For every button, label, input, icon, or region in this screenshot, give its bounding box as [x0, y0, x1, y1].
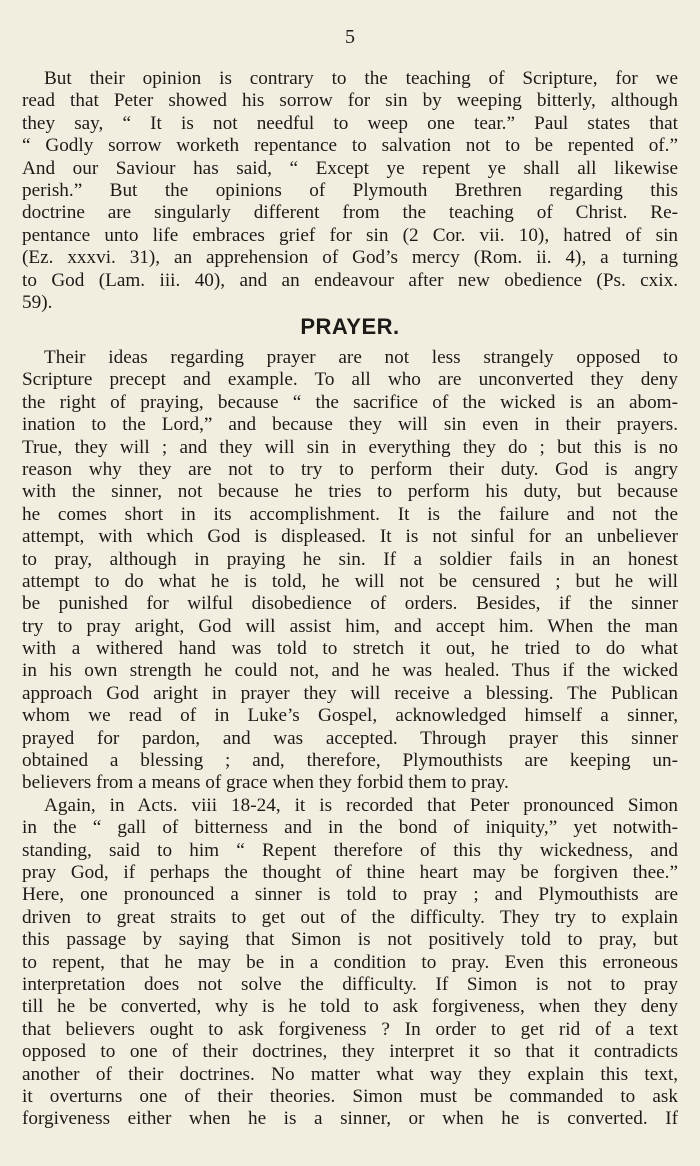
text-line: in his own strength he could not, and he was healed. Thus if the wicked: [22, 660, 678, 682]
text-line: “ Godly sorrow worketh repentance to salvation not to be repented of.”: [22, 135, 678, 157]
text-line: with the sinner, not because he tries to perform his duty, but because: [22, 481, 678, 503]
intro-paragraph: [22, 68, 678, 314]
text-line: to pray, although in praying he sin. If a soldier fails in an honest: [22, 548, 678, 570]
text-line: the right of praying, because “ the sacrifice of the wicked is an abom-: [22, 391, 678, 413]
text-line: pray God, if perhaps the thought of thine heart may be forgiven thee.”: [22, 861, 678, 883]
text-line: approach God aright in prayer they will receive a blessing. The Publican: [22, 682, 678, 704]
text-line: they say, “ It is not needful to weep one tear.” Paul states that: [22, 112, 678, 134]
text-line: it overturns one of their theories. Simon must be commanded to ask: [22, 1085, 678, 1107]
prayer-paragraph-2: [22, 795, 678, 1131]
text-line: (Ez. xxxvi. 31), an apprehension of God’s mercy (Rom. ii. 4), a turning: [22, 247, 678, 269]
text-line: that believers ought to ask forgiveness ? In order to get rid of a text: [22, 1018, 678, 1040]
text-line: be punished for wilful disobedience of orders. Besides, if the sinner: [22, 593, 678, 615]
text-line: And our Saviour has said, “ Except ye repent ye shall all likewise: [22, 157, 678, 179]
text-line: Scripture precept and example. To all who are unconverted they deny: [22, 369, 678, 391]
text-line: opposed to one of their doctrines, they interpret it so that it contradicts: [22, 1041, 678, 1063]
section-heading: PRAYER.: [300, 314, 400, 339]
text-line: Here, one pronounced a sinner is told to pray ; and Plymouthists are: [22, 884, 678, 906]
text-line: try to pray aright, God will assist him, and accept him. When the man: [22, 615, 678, 637]
text-line: True, they will ; and they will sin in everything they do ; but this is no: [22, 436, 678, 458]
text-line: interpretation does not solve the difficulty. If Simon is not to pray: [22, 973, 678, 995]
text-line: whom we read of in Luke’s Gospel, acknowledged himself a sinner,: [22, 705, 678, 727]
prayer-paragraph-1: [22, 347, 678, 795]
text-line: perish.” But the opinions of Plymouth Brethren regarding this: [22, 179, 678, 201]
text-line: to repent, that he may be in a condition to pray. Even this erroneous: [22, 951, 678, 973]
text-line: he comes short in its accomplishment. It is the failure and not the: [22, 503, 678, 525]
text-line: in the “ gall of bitterness and in the bond of iniquity,” yet notwith-: [22, 817, 678, 839]
text-line: reason why they are not to try to perform their duty. God is angry: [22, 458, 678, 480]
text-line: ination to the Lord,” and because they will sin even in their prayers.: [22, 414, 678, 436]
text-line: pentance unto life embraces grief for sin (2 Cor. vii. 10), hatred of sin: [22, 224, 678, 246]
text-line: attempt to do what he is told, he will not be censured ; but he will: [22, 570, 678, 592]
text-line: another of their doctrines. No matter what way they explain this text,: [22, 1063, 678, 1085]
page-number: 5: [345, 26, 355, 48]
text-line: believers from a means of grace when they forbid them to pray.: [22, 772, 509, 794]
text-line: Their ideas regarding prayer are not less strangely opposed to: [44, 347, 678, 368]
text-line: obtained a blessing ; and, therefore, Plymouthists are keeping un-: [22, 750, 678, 772]
text-line: standing, said to him “ Repent therefore of this thy wickedness, and: [22, 839, 678, 861]
text-line: till he be converted, why is he told to ask forgiveness, when they deny: [22, 996, 678, 1018]
text-line: prayed for pardon, and was accepted. Through prayer this sinner: [22, 727, 678, 749]
text-line: to God (Lam. iii. 40), and an endeavour after new obedience (Ps. cxix.: [22, 269, 678, 291]
text-line: this passage by saying that Simon is not positively told to pray, but: [22, 929, 678, 951]
text-line: attempt, with which God is displeased. It is not sinful for an unbeliever: [22, 526, 678, 548]
text-line: with a withered hand was told to stretch it out, he tried to do what: [22, 638, 678, 660]
text-line: read that Peter showed his sorrow for sin by weeping bitterly, although: [22, 90, 678, 112]
text-line: forgiveness either when he is a sinner, or when he is converted. If: [22, 1108, 678, 1130]
text-line: But their opinion is contrary to the teaching of Scripture, for we: [44, 68, 678, 89]
text-line: driven to great straits to get out of the difficulty. They try to explain: [22, 906, 678, 928]
text-line: Again, in Acts. viii 18-24, it is recorded that Peter pronounced Simon: [44, 794, 678, 816]
prayer-section: [22, 347, 678, 1131]
text-line: 59).: [22, 291, 53, 313]
text-line: doctrine are singularly different from the teaching of Christ. Re-: [22, 202, 678, 224]
